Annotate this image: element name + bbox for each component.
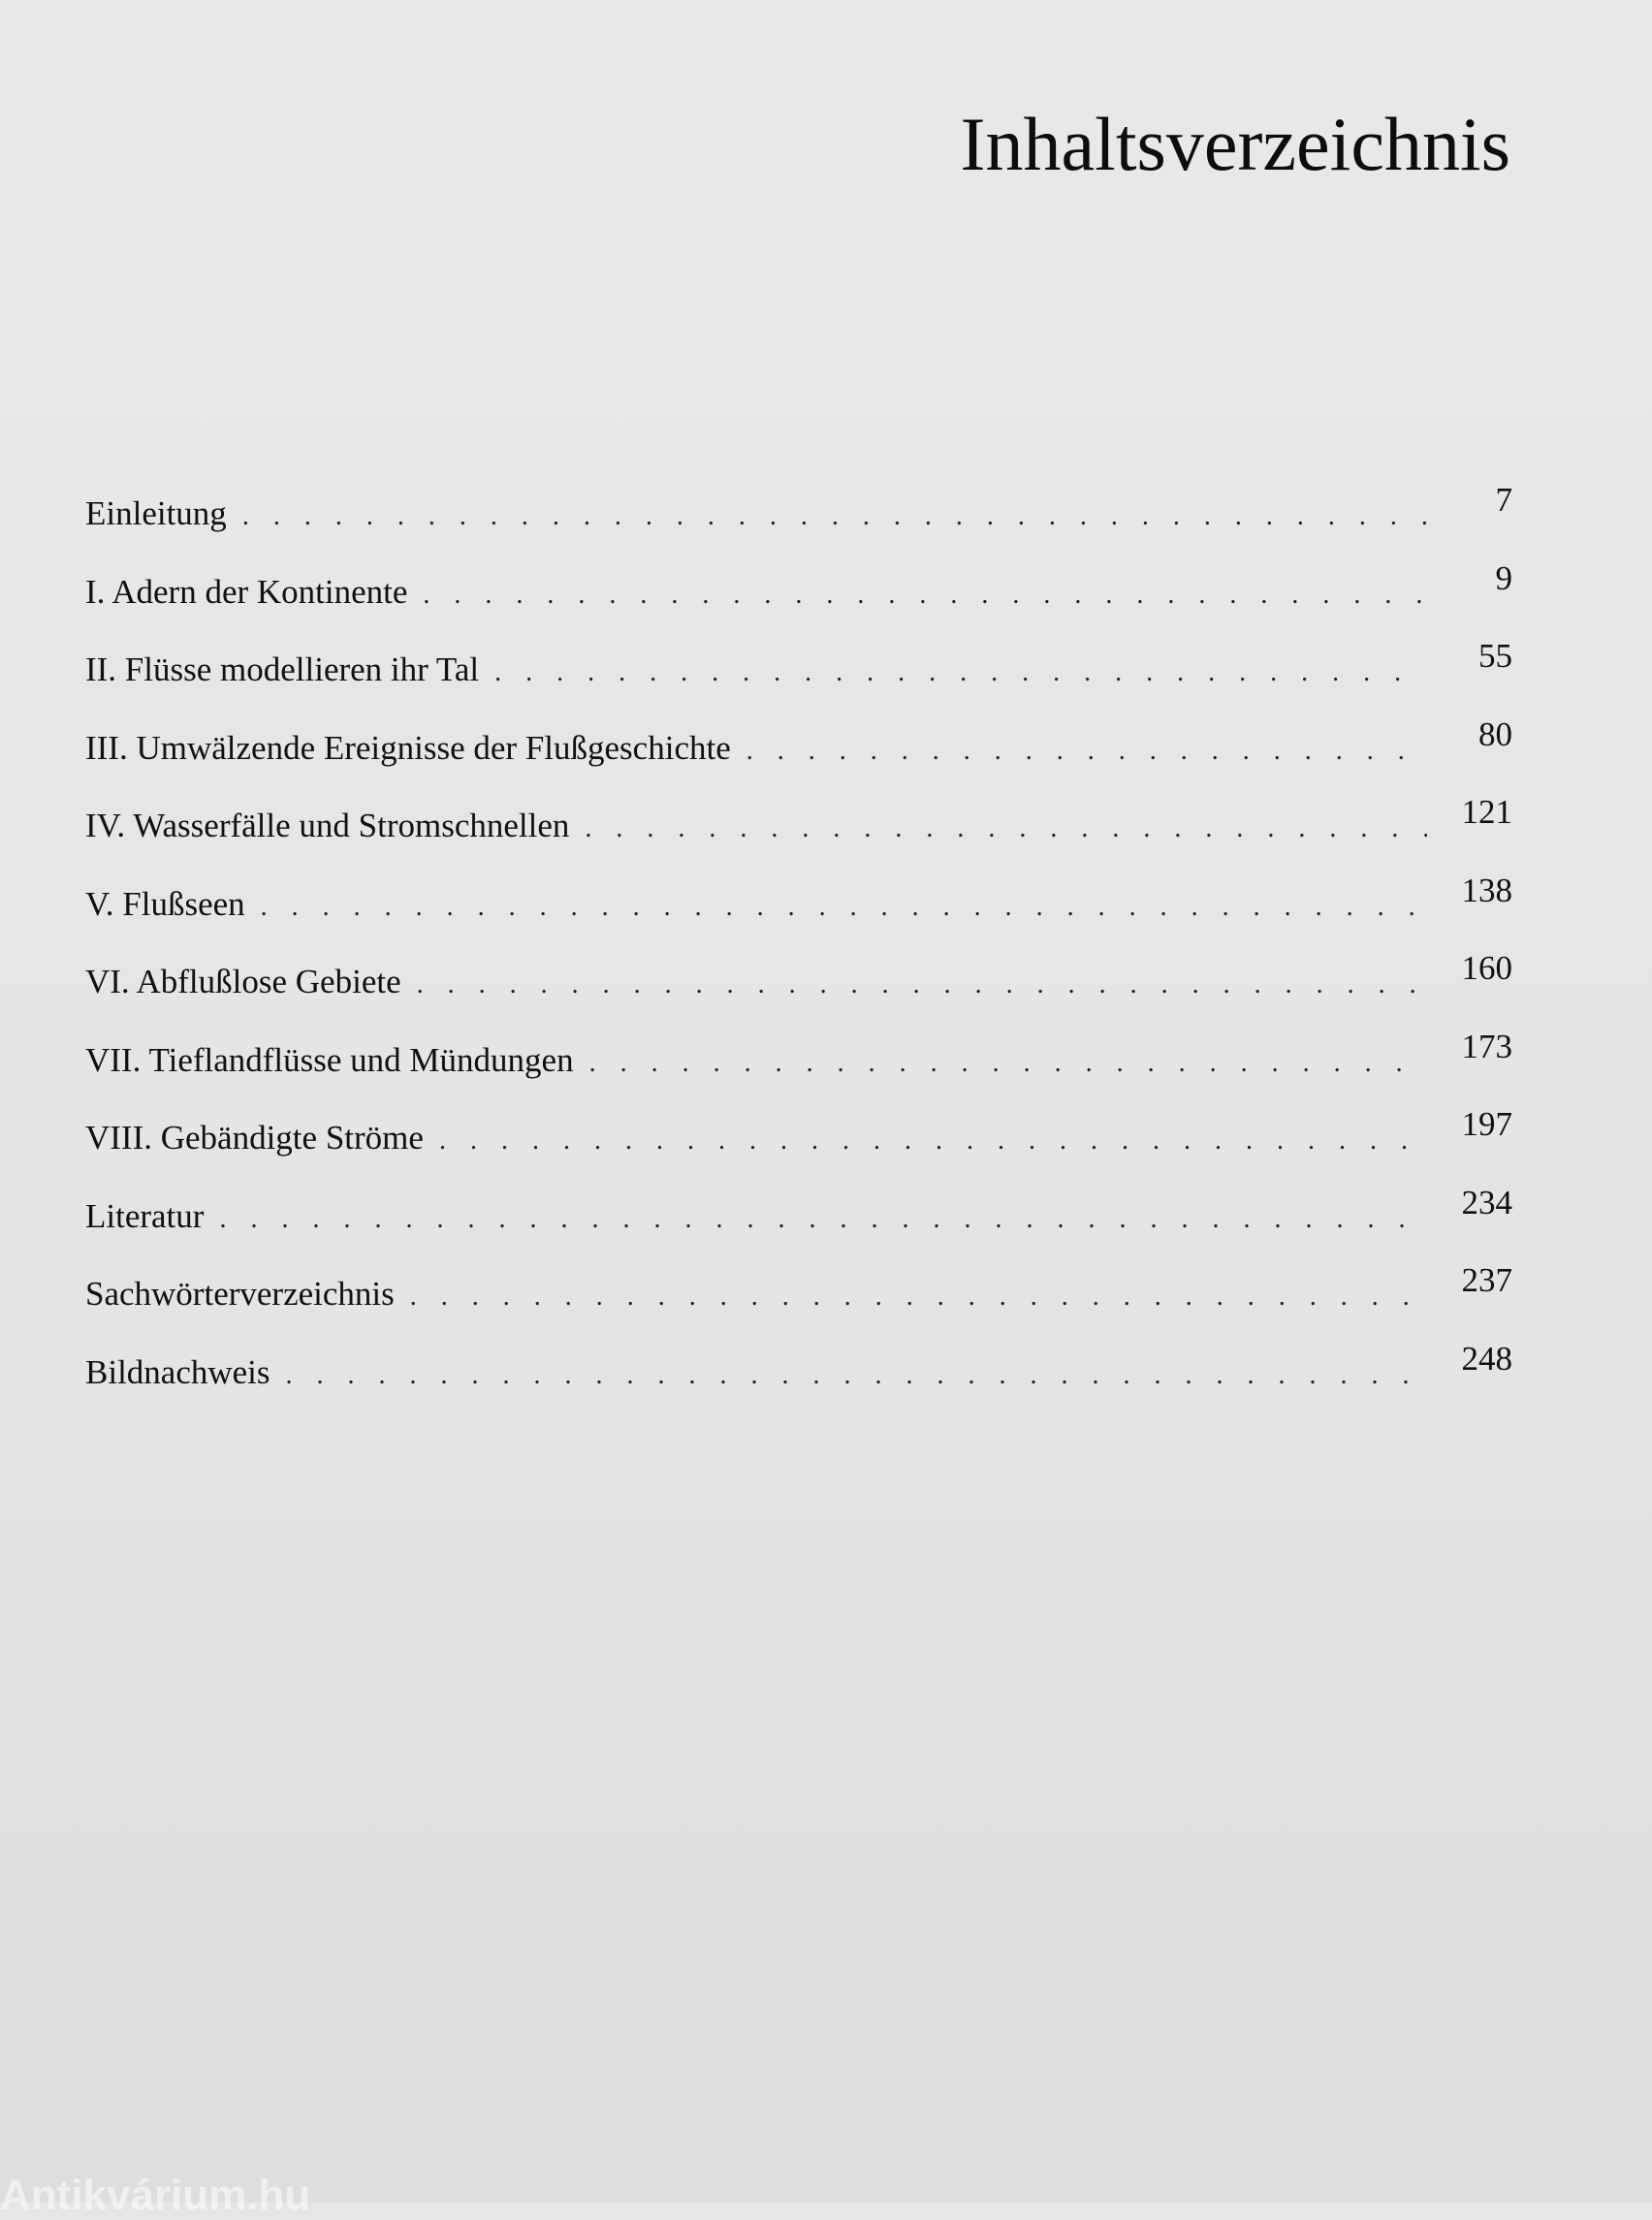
toc-page-number: 7 [1495, 481, 1512, 519]
toc-leader-dots [494, 657, 1427, 688]
toc-page-number: 80 [1478, 714, 1512, 753]
toc-entry-title: II. Flüsse modellieren ihr Tal [85, 650, 480, 688]
toc-entry-title: III. Umwälzende Ereignisse der Flußgeschichte [85, 728, 731, 767]
toc-page-number: 121 [1461, 793, 1512, 831]
toc-leader-dots [439, 1126, 1427, 1157]
toc-entry-title: VI. Abflußlose Gebiete [85, 963, 401, 1000]
toc-leader-dots [589, 1048, 1427, 1079]
toc-entry-title: Literatur [85, 1196, 205, 1235]
toc-leader-dots [747, 736, 1427, 767]
toc-page-number: 197 [1461, 1105, 1512, 1143]
toc-entry-title: Sachwörterverzeichnis [85, 1275, 395, 1313]
toc-entry [85, 1261, 1512, 1353]
toc-page-number: 138 [1461, 871, 1512, 909]
watermark: Antikvárium.hu [0, 2172, 311, 2219]
toc-leader-dots [423, 580, 1427, 611]
toc-entry [85, 1339, 1512, 1432]
toc-page-number: 248 [1461, 1339, 1512, 1378]
toc-entry-title: V. Flußseen [85, 884, 245, 923]
toc-entry-title: IV. Wasserfälle und Stromschnellen [85, 807, 570, 844]
toc-entry [85, 1183, 1512, 1276]
toc-page-number: 173 [1461, 1027, 1512, 1065]
toc-leader-dots [219, 1204, 1427, 1235]
toc-entry [85, 714, 1512, 808]
toc-entry [85, 793, 1512, 885]
toc-entry [85, 637, 1512, 729]
toc-entry [85, 481, 1512, 573]
toc-leader-dots [417, 969, 1427, 1000]
toc-leader-dots [286, 1360, 1427, 1391]
toc-leader-dots [242, 501, 1427, 532]
toc-entry-title: Einleitung [85, 494, 227, 532]
toc-page-number: 234 [1461, 1183, 1512, 1221]
toc-leader-dots [261, 892, 1427, 923]
toc-leader-dots [410, 1282, 1427, 1313]
table-of-contents [85, 481, 1512, 1431]
page-title: Inhaltsverzeichnis [960, 102, 1510, 187]
toc-leader-dots [585, 813, 1427, 844]
toc-entry-title: VII. Tieflandflüsse und Mündungen [85, 1040, 574, 1079]
toc-entry [85, 949, 1512, 1041]
toc-entry [85, 871, 1512, 964]
toc-page-number: 237 [1461, 1261, 1512, 1299]
toc-page-number: 55 [1478, 637, 1512, 675]
toc-page-number: 160 [1461, 949, 1512, 987]
toc-entry-title: VIII. Gebändigte Ströme [85, 1119, 424, 1157]
toc-entry-title: Bildnachweis [85, 1352, 270, 1391]
toc-entry [85, 558, 1512, 651]
toc-entry [85, 1105, 1512, 1197]
toc-entry [85, 1027, 1512, 1120]
toc-page-number: 9 [1495, 558, 1512, 597]
toc-entry-title: I. Adern der Kontinente [85, 572, 408, 611]
